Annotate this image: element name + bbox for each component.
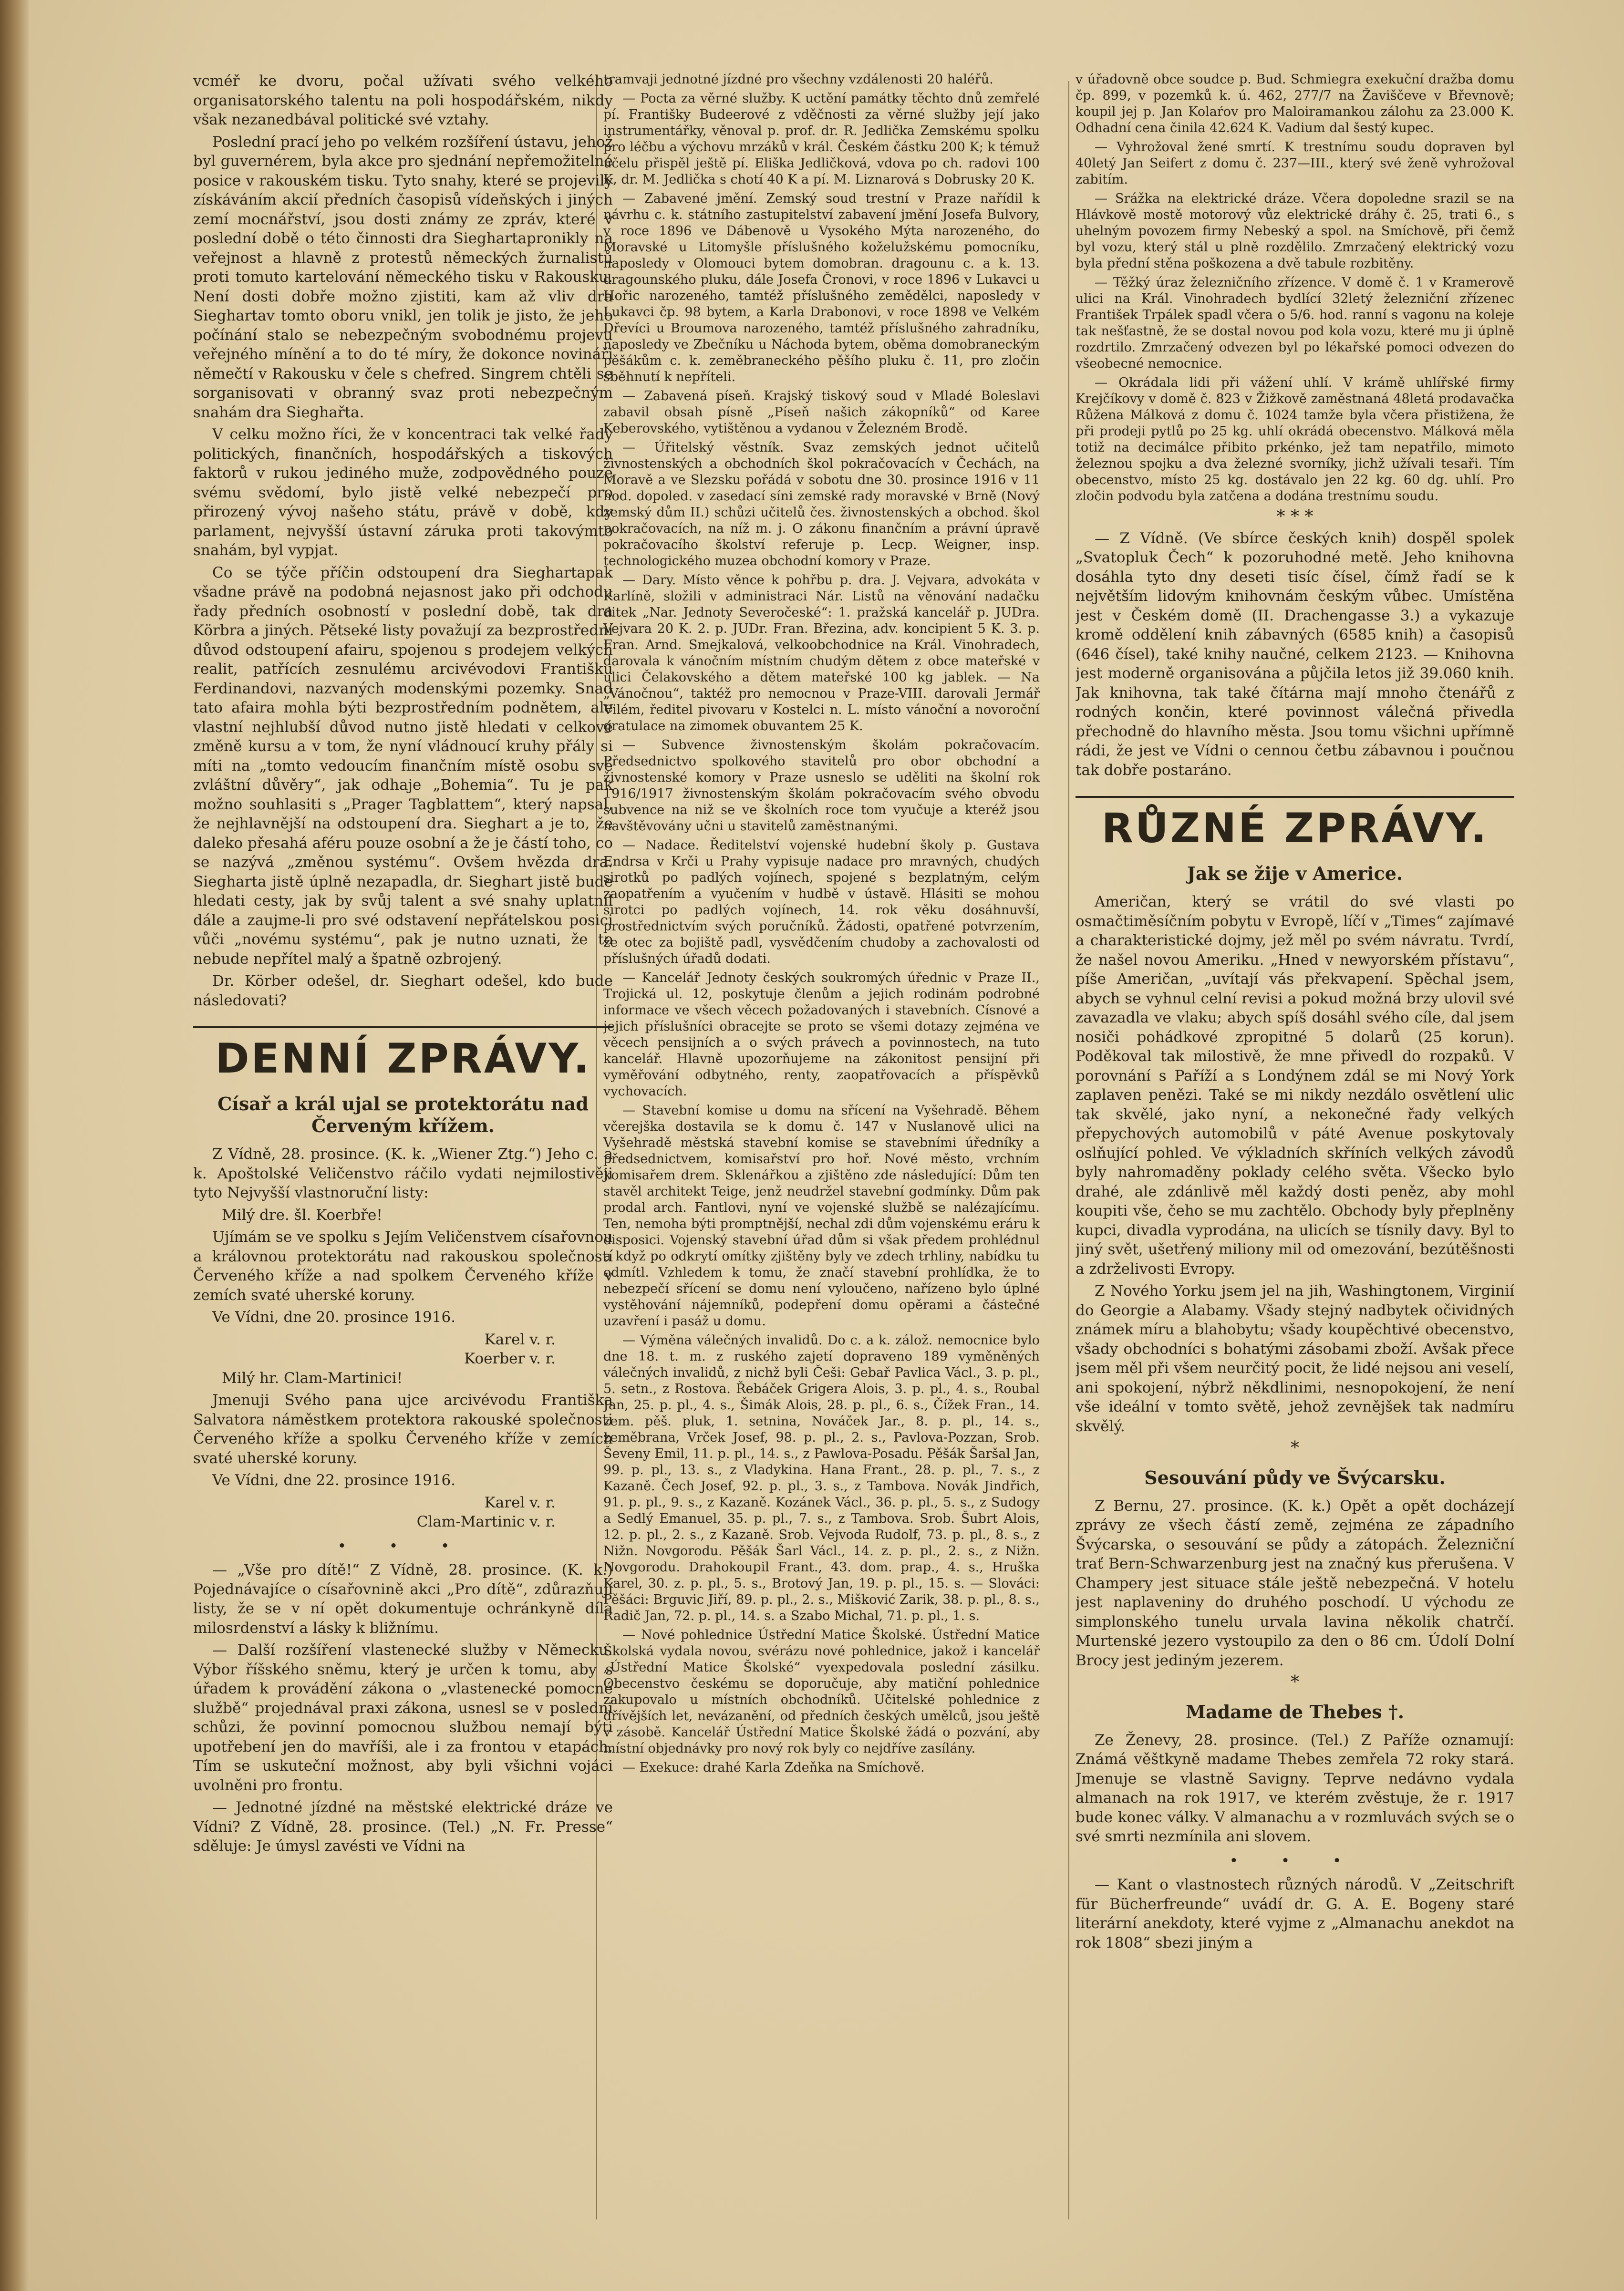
paragraph: — Subvence živnostenským školám pokračovacím. Předsednictvo spolkového stavitelů pro obor obchodní a živnostenské komory v Praze usneslo se uděliti na školní rok 1916/1917 živnostenským školám pokračovacím svého obvodu subvence na niž se ve školních roce tom vyučuje a kteréž jsou navštěvovány učni u stavitelů zaměstnanými. — [603, 738, 1040, 834]
column-1 — [193, 72, 613, 2224]
newspaper-page — [29, 0, 1624, 2291]
section-heading: RŮZNÉ ZPRÁVY. — [1076, 796, 1514, 852]
signature: Karel v. r. — [484, 1331, 556, 1348]
paragraph: — Nové pohlednice Ústřední Matice Školské. Ústřední Matice Školská vydala novou, svérázu nové pohlednice, jakož i kancelář „Ústřední Matice Školské“ vyexpedovala poslední zásilku. Obecenstvo českému se doporučuje, aby matiční pohlednice zakupovalo u místních obchodníků. Učitelské pohlednice z dřívějších let, nevázanění, od předních českých umělců, jsou ještě v zásobě. Kancelář Ústřední Matice Školské žádá o pozvání, aby místní objednávky pro nový rok byly co nejdříve zasílány. — [603, 1628, 1040, 1756]
column-2 — [603, 72, 1040, 2224]
paragraph: — Kancelář Jednoty českých soukromých úřednic v Praze II., Trojická ul. 12, poskytuje členům a jejich rodinám podrobné informace ve všech věcech požadovaných i stavebních. Císnové a jejich příslušníci obracejte se proto se všemi dotazy zejména ve věcech pensijních a o svých právech a povinnostech, na tuto kancelář. Hlavně upozorňujeme na zákonitost pensijní při vyměřování odbytného, renty, zaopatřovacích a příspěvků vychovacích. — [603, 970, 1040, 1099]
letter-salutation: Milý hr. Clam-Martinici! — [222, 1369, 403, 1387]
article-heading: Císař a král ujal se protektorátu nad Červeným křížem. — [217, 1093, 589, 1136]
paragraph: — Výměna válečných invalidů. Do c. a k. zálož. nemocnice bylo dne 18. t. m. z ruského zajetí dopraveno 189 vyměněných válečných invalidů, z nichž byli Češi: Gebař Pavlica Václ., 3. p. pl., 5. setn., z Rostova. Řebáček Grigera Alois, 3. p. pl., 4. s., Roubal Jan, 25. p. pl., 4. s., Šimák Alois, 28. p. pl., 6. s., Čížek Fran., 14. zem. pěš. pluk, 1. setnina, Nováček Jar., 8. p. pl., 14. s., zeměbrana, Vrček Josef, 98. p. pl., 2. s., Pavlova-Pozzan, Srob. Ševeny Emil, 11. p. pl., 14. s., z Pawlova-Posadu. Pěšák Šaršal Jan, 99. p. pl., 13. s., z Vladykina. Hana Frant., 28. p. pl., 7. s., z Kazaně. Čech Josef, 92. p. pl., 3. s., z Tambova. Novák Jindřich, 91. p. pl., 9. s., z Kazaně. Kozánek Václ., 36. p. pl., 5. s., z Sudogy a Sedlý Emanuel, 35. p. pl., 7. s., z Tambova. Srob. Šubrt Alois, 12. p. pl., 2. s., z Kazaně. Srob. Vejvoda Rudolf, 73. p. pl., 8. s., z Nižn. Novgorodu. Pěšák Šarl Václ., 14. z. p. pl., 2. s., z Nižn. Novgorodu. Drahokoupil Frant., 43. dom. prap., 4. s., Hruška Karel, 30. z. p. pl., 5. s., Brotový Jan, 19. p. pl., 15. s. — Slováci: Pěšáci: Brguvic Jiří, 89. p. pl., 2. s., Mišković Zarik, 38. p. pl., 8. s., Radič Jan, 72. p. pl., 14. s. a Szabo Michal, 71. p. pl., 1. s. — [603, 1333, 1040, 1623]
paragraph: Z Bernu, 27. prosince. (K. k.) Opět a opět docházejí zprávy ze všech částí země, zejména ze západního Švýcarska, o sesouvání se půdy a zátopách. Železniční trať Bern-Schwarzenburg jest na značný kus přerušena. V Champery jest situace stále ještě nebezpečná. V hotelu jest naplaveniny do druhého poschodí. U východu ze simplonského tunelu urvala lavina několik chatrčí. Murtenské jezero vystoupilo za den o 86 cm. Údolí Dolní Brocy jest jediným jezerem. — [1076, 1497, 1514, 1669]
paragraph: Američan, který se vrátil do své vlasti po osmačtiměsíčním pobytu v Evropě, líčí v „Times“ zajímavé a charakteristické dojmy, jež měl po svém návratu. Tvrdí, že našel novou Ameriku. „Hned v newyorském přístavu“, píše Američan, „uvítají vás překvapení. Spěchal jsem, abych se vyhnul celní revisi a pokud možná brzy ulovil své zavazadla ve vlaku; abych spíš dosáhl svého cíle, dal jsem nosiči pohádkové zpropitné 5 dolarů (25 korun). Poděkoval tak milostivě, že mne přivedl do rozpaků. V porovnání s Paříží a s Londýnem zdál se mi Nový York zaplaven penězi. Také se mi nikdy nezdálo osvětlení ulic tak skvělé, jako nyní, a nekonečné řady velkých přepychových automobilů v páté Avenue poskytovaly oslňující pohled. Ve výkladních skříních velkých závodů byly nahromaděny poklady celého světa. Všecko bylo drahé, ale zdánlivě měl každý dosti peněz, aby mohl koupiti vše, čeho se mu zachtělo. Obchody byly přeplněny kupci, divadla vyprodána, na ulicích se tísnily davy. Byl to jiný svět, ušetřený miliony mil od omezování, bezútěšnosti a zdrželivosti Evropy. — [1076, 893, 1514, 1278]
paragraph: — Dary. Místo věnce k pohřbu p. dra. J. Vejvara, advokáta v Karlíně, složili v administraci Nár. Listů na věnování nadačku ditek „Nar. Jednoty Severočeské“: 1. pražská kancelář p. JUDra. Vejvara 20 K. 2. p. JUDr. Fran. Březina, adv. koncipient 5 K. 3. p. Fran. Arnd. Smejkalová, velkoobchodnice na Král. Vinohradech, darovala k vánočním místním chudým dětem z obce mateřské v ulici Čelakovského a dětem mateřské 100 kg jablek. — Na „Vánočnou“, taktéž pro nemocnou v Praze-VIII. darovali Jermář Vilém, ředitel pivovaru v Kostelci n. L. místo vánoční a novoroční gratulace na zimomek obuvantem 25 K. — [603, 573, 1040, 733]
paragraph: V celku možno říci, že v koncentraci tak velké řady politických, finančních, hospodářských a tiskových faktorů v rukou jediného muže, zodpovědného pouze svému svědomí, bylo jistě velké nebezpečí pro přirozený vývoj našeho státu, právě v době, kdy parlament, nejvyšší ústavní záruka proti takovýmto snahám, byl vypjat. — [193, 426, 613, 559]
paragraph: — Srážka na elektrické dráze. Včera dopoledne srazil se na Hlávkově mostě motorový vůz elektrické dráhy č. 25, trati 6., s uhelným povozem firmy Nebeský a spol. na Smíchově, při čemž byl vozu, který stál u plně rozdělilo. Zmrzačený elektrický vozu byla přední stěna poškozena a dvě tabule rozbitěny. — [1076, 191, 1514, 271]
paragraph: Ve Vídni, dne 22. prosince 1916. — [212, 1472, 456, 1489]
signature: Koerber v. r. — [464, 1350, 556, 1367]
signature: Karel v. r. — [484, 1494, 556, 1511]
paragraph: — Těžký úraz železničního zřízence. V domě č. 1 v Kramerově ulici na Král. Vinohradech bydlící 32letý železniční zřízenec František Trpálek spadl včera o 5/6. hod. ranní s vagonu na koleje tak nešťastně, že se dostal novou pod kola vozu, které mu ji úplně rozdrtilo. Zmrzačený odvezen byl po lékařské pomoci odvezen do všeobecné nemocnice. — [1076, 275, 1514, 371]
paragraph: Ze Ženevy, 28. prosince. (Tel.) Z Paříže oznamují: Známá věštkyně madame Thebes zemřela 72 roky stará. Jmenuje se vlastně Savigny. Teprve nedávno vydala almanach na rok 1917, ve kterém zvěstuje, že r. 1917 bude konec války. V almanachu a v rozmluvách svých se o své smrti nezmínila ani slovem. — [1076, 1731, 1514, 1845]
paragraph: vcméř ke dvoru, počal užívati svého velkého organisatorského talentu na poli hospodářském, nikdy však nezanedbával politické své vztahy. — [193, 72, 613, 128]
paragraph: Dr. Körber odešel, dr. Sieghart odešel, kdo bude následovati? — [193, 972, 613, 1009]
article-heading: Jak se žije v Americe. — [1187, 863, 1403, 884]
paragraph: — Zabavené jmění. Zemský soud trestní v Praze nařídil k návrhu c. k. státního zastupitelství zabavení jmění Josefa Bulvory, v roce 1896 ve Dábenově u Vysokého Mýta narozeného, do Moravské u Litomyšle příslušného koželužskému pomocníku, naposledy v Olomouci bytem domobran. dragounu c. a k. 13. dragounského pluku, dále Josefa Čronovi, v roce 1896 v Lukavci u Hořic narozeného, tamtéž příslušného zemědělci, naposledy v Lukavci čp. 98 bytem, a Karla Drabonovi, v roce 1898 ve Velkém Dřevíci u Broumova narozeného, tamtéž příslušného zahradníku, naposledy ve Zbečníku u Náchoda bytem, oběma domobraneckým pěšákům c. k. zeměbraneckého pěšího pluku č. 11, pro zločin sběhnutí k nepříteli. — [603, 191, 1040, 384]
separator: * * * — [1276, 507, 1314, 526]
paragraph: — Kant o vlastnostech různých národů. V „Zeitschrift für Bücherfreunde“ uvádí dr. G. A. E. Bogeny staré literární anekdoty, které vyjme z „Almanachu anekdot na rok 1808“ sbezi jiným a — [1076, 1876, 1514, 1951]
page-binding — [0, 0, 29, 2291]
paragraph: — Vyhrožoval žené smrtí. K trestnímu soudu dopraven byl 40letý Jan Seifert z domu č. 237—III., který své ženě vyhrožoval zabitím. — [1076, 140, 1514, 187]
paragraph: Z Nového Yorku jsem jel na jih, Washingtonem, Virginií do Georgie a Alabamy. Všady stejný nadbytek očividných známek míru a blahobytu; všady koupěchtivé obecenstvo, všady obchodníci s bohatými zásobami zboží. Avšak přece jsem měl při všem neurčitý pocit, že lidé nejsou ani veselí, ani spokojení, nýbrž někdlinimi, nesnopokojení, že není vše ideální v tomto světě, jehož zevnějšek tak nadmíru skvělý. — [1076, 1282, 1514, 1435]
paragraph: Co se týče příčin odstoupení dra Sieghartapak všadne právě na podobná nejasnost jako při odchodu řady předních osobností v poslední době, tak dra Körbra a jiných. Pětseké listy považují za bezprostřední důvod odstoupení afairu, spojenou s prodejem velkých realit, patřících zesnulému arcivévodovi Františku Ferdinandovi, nazvaných modenskými pozemky. Snad tato afaira mohla býti bezprostředním podnětem, ale vlastní nejhlubší důvod nutno jistě hledati v celkové změně kursu a v tom, že nyní vládnoucí kruhy přály si míti na „tomto vedoucím finančním místě osobu své zvláštní důvěry“, jak odhaje „Bohemia“. Tu je pak možno souhlasiti s „Prager Tagblattem“, který napsal, že nejhlavnější na odstoupení dra. Sieghart a je to, že daleko přesahá aféru pouze osobní a že je částí toho, co se nazývá „změnou systému“. Ovšem hvězda dra. Siegharta jistě úplně nezapadla, dr. Sieghart jistě bude hledati cesty, jak by svůj talent a své snahy uplatnil dále a zaujme-li pro své odstavení nepřátelskou posici vůči „novému systému“, pak je nutno uznati, že to nebude nepřítel malý a špatně ozbrojený. — [193, 564, 613, 968]
paragraph: — Nadace. Ředitelství vojenské hudební školy p. Gustava Endrsa v Krči u Prahy vypisuje nadace pro mravných, chudých sirotků po padlých vojínech, spojené s bezplatným, celým zaopatřením a vyučením v hudbě v ústavě. Hlásiti se mohou sirotci po padlých vojínech, 14. rok věku dosáhnuvší, prostřednictvím svých poručníků. Žádosti, opatřené potvrzením, že otec za bojiště padl, vysvědčením chudoby a zachovalosti od příslušných úřadů dodati. — [603, 838, 1040, 966]
separator: • • • — [337, 1537, 469, 1555]
paragraph: — Zabavená píseň. Krajský tiskový soud v Mladé Boleslavi zabavil obsah písně „Píseň našich zákopníků“ od Karee Keberovského, vytištěnou a vydanou v Železném Brodě. — [603, 389, 1040, 436]
letter-salutation: Milý dre. šl. Koerbře! — [222, 1206, 383, 1224]
section-heading: DENNÍ ZPRÁVY. — [193, 1026, 613, 1083]
paragraph: — Jednotné jízdné na městské elektrické dráze ve Vídni? Z Vídně, 28. prosince. (Tel.) „N. Fr. Presse“ sděluje: Je úmysl zavésti ve Vídni na — [193, 1799, 613, 1855]
separator: • • • — [1229, 1852, 1361, 1869]
article-heading: Madame de Thebes †. — [1185, 1701, 1405, 1723]
column-rule — [1068, 81, 1069, 2219]
paragraph: — Exekuce: drahé Karla Zdeňka na Smíchově. — [622, 1760, 925, 1775]
paragraph: — „Vše pro dítě!“ Z Vídně, 28. prosince. (K. k.) Pojednávajíce o císařovnině akci „Pro dítě“, zdůrazňují listy, že se v ní opět dokumentuje ochránkyně díla milosrdenství a lásky k bližnímu. — [193, 1561, 613, 1637]
paragraph: — Okrádala lidi při vážení uhlí. V krámě uhlířské firmy Krejčíkovy v domě č. 823 v Žižkově zaměstnaná 48letá prodavačka Růžena Málková z domu č. 1024 tamže byla včera přistižena, že při prodeji pytlů po 25 kg. uhlí okrádá obecenstvo. Málková měla totiž na decimálce přibito prkénko, jež tam nepatřilo, mimoto železnou spojku a dva železné svorníky, jichž užívali tesaři. Tím obecenstvo, místo 25 kg. dostávalo jen 22 kg. 60 dg. uhlí. Pro zločin podvodu byla zatčena a dodána trestnímu soudu. — [1076, 375, 1514, 504]
paragraph: — Úřitelský věstník. Svaz zemských jednot učitelů živnostenských a obchodních škol pokračovacích v Čechách, na Moravě a ve Slezsku pořádá v sobotu dne 30. prosince 1916 v 11 hod. dopoled. v zasedací síni zemské rady moravské v Brně (Nový zemský dům II.) schůzi učitelů čes. živnostenských a obchod. škol pokračovacích, na níž m. j. O zákonu finančním a právní úpravě pokračovacího školství referuje p. Lecp. Weigner, insp. technologického muzea obchodní komory v Praze. — [603, 440, 1040, 568]
signature: Clam-Martinic v. r. — [416, 1513, 556, 1530]
column-3 — [1076, 72, 1514, 2224]
separator: * — [1291, 1438, 1299, 1458]
paragraph: — Stavební komise u domu na sřícení na Vyšehradě. Během včerejška dostavila se k domu č. 147 v Nuslanově ulici na Vyšehradě městská stavební komise se stavebními úředníky a předsednictvem, komisařství pro hoř. Nové město, vrchním komisařem drem. Sklenářkou a zjištěno zde následující: Dům ten stavěl architekt Teige, jenž neudržel stavební godmínky. Dům pak prodal arch. Fantlovi, nyní ve vojenské službě se nalézajícímu. Ten, nemoha býti promptnější, nechal zdi dům vojenskému eráru k disposici. Vojenský stavební úřad dům si však předem prohlédnul a když po odkrytí omítky zjištěny byly ve zdech trhliny, nabídku tu odmítl. Vzhledem k tomu, že značí stavební prohlídka, že to nebezpečí sřícení se domu není vyloučeno, nařízeno bylo úplné vystěhování nájemníků, podepření domu opěrami a částečné uzavření i pasáž u domu. — [603, 1103, 1040, 1329]
paragraph: Ve Vídni, dne 20. prosince 1916. — [212, 1309, 456, 1326]
article-heading: Sesouvání půdy ve Švýcarsku. — [1144, 1466, 1446, 1488]
paragraph: Jmenuji Svého pana ujce arcivévodu Františka Salvatora náměstkem protektora rakouské společnosti Červeného kříže a spolku Červeného kříže v zemích svaté uherské koruny. — [193, 1392, 613, 1467]
paragraph: Z Vídně, 28. prosince. (K. k. „Wiener Ztg.“) Jeho c. a k. Apoštolské Veličenstvo ráčilo vydati nejmilostivěji tyto Nejvyšší vlastnoruční listy: — [193, 1146, 613, 1201]
paragraph: — Pocta za věrné služby. K uctění památky těchto dnů zemřelé pí. Františky Budeerové z vděčnosti za věrné služby její jako instrumentářky, věnoval p. prof. dr. R. Jedlička Zemskému spolku pro léčbu a výchovu mrzáků v král. Českém částku 200 K; k témuž účelu přispěl ještě pí. Eliška Jedličková, vdova po ch. radovi 100 K, dr. M. Jedlička s chotí 40 K a pí. M. Liznarová s Dobrusky 20 K. — [603, 91, 1040, 187]
paragraph: tramvaji jednotné jízdné pro všechny vzdálenosti 20 haléřů. — [603, 72, 993, 87]
paragraph: — Z Vídně. (Ve sbírce českých knih) dospěl spolek „Svatopluk Čech“ k pozoruhodné metě. Jeho knihovna dosáhla tyto dny deseti tisíc čísel, čímž řadí se k největším lidovým knihovnám českým vůbec. Umístěna jest v Českém domě (II. Drachengasse 3.) a vykazuje kromě oddělení knih zábavných (6585 knih) a časopisů (646 čísel), také knihy naučné, celkem 2123. — Knihovna jest moderně organisována a půjčila letos již 39.060 knih. Jak knihovna, tak také čítárna mají mnoho čtenářů z rodných končin, které povinnost válečná přivedla přechodně do hlavního města. Jsou tomu všichni upřímně rádi, že jest ve Vídni o cennou četbu zábavnou i poučnou tak dobře postaráno. — [1076, 529, 1514, 779]
separator: * — [1291, 1672, 1299, 1692]
paragraph: v úřadovně obce soudce p. Bud. Schmiegra exekuční dražba domu čp. 899, v pozemků k. ú. 462, 277/7 na Žaviščeve v Břevnově; koupil jej p. Jan Kolaŕov pro Maloiramankou zálohu za 23.000 K. Odhadní cena činila 42.624 K. Vadium dal šestý kupec. — [1076, 72, 1514, 135]
paragraph: Poslední prací jeho po velkém rozšíření ústavu, jehož byl guvernérem, byla akce pro sjednání nepřemožitelné posice v rakouském tisku. Tyto snahy, které se projevily získáváním akcií předních časopisů vídeňských i jiných zemí mocnářství, jsou dosti známy ze zpráv, které v poslední době o této činnosti dra Sieghartapronikly na veřejnost a hlavně z protestů německých žurnalistů proti tomuto kartelování německého tisku v Rakousku. Není dosti dobře možno zjistiti, kam až vliv dra Sieghartav tomto oboru vnikl, jen tolik je jisto, že jeho počínání stalo se nebezpečným svobodnému projevu veřejného mínění a to do té míry, že dokonce novináři němečtí v Rakousku v čele s chefred. Singrem chtěli se sorganisovati v obranný svaz proti nebezpečným snahám dra Sieghařta. — [193, 133, 613, 421]
paragraph: — Další rozšíření vlastenecké služby v Německu. Výbor říšského sněmu, který je určen k tomu, aby s úřadem k provádění zákona o „vlastenecké pomocné službě“ projednával praxi zákona, usnesl se v poslední schůzi, že povinní pomocnou službou nemají býti upotřebení jen do mavříši, ale i za frontou v etapách. Tím se uskuteční možnost, aby byli všichni vojáci uvolněni pro frontu. — [193, 1641, 613, 1794]
paragraph: Ujímám se ve spolku s Jejím Veličenstvem císařovnou a královnou protektorátu nad rakouskou společností Červeného kříže a nad spolkem Červeného kříže v zemích svaté uherské koruny. — [193, 1228, 613, 1304]
